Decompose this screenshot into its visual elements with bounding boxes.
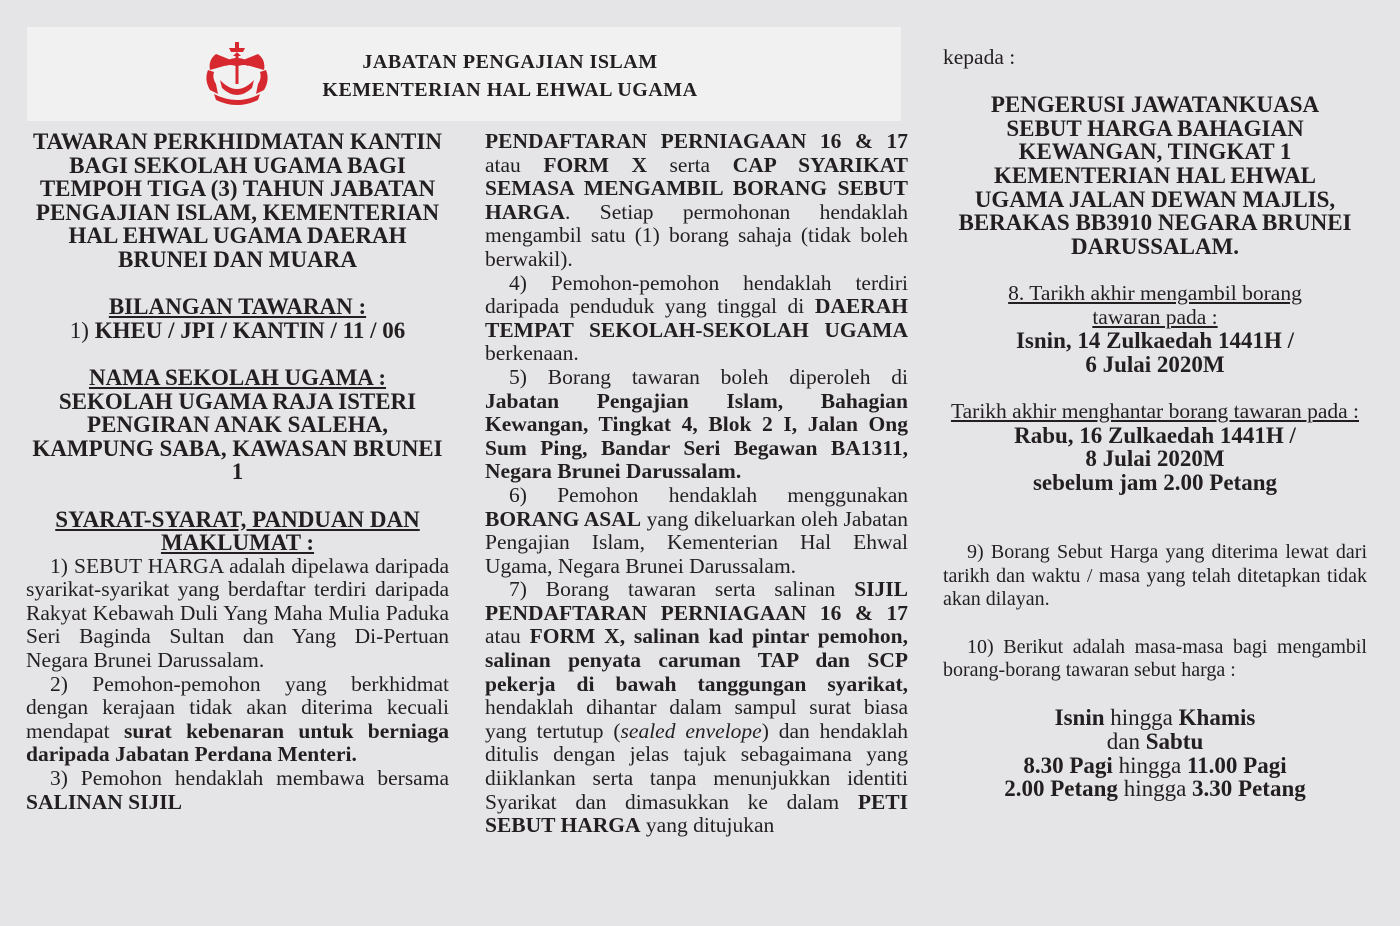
deadline-submit-date1: Rabu, 16 Zulkaedah 1441H / — [1014, 422, 1296, 448]
schedule-morning — [943, 754, 1367, 778]
p7-text-2: atau — [485, 624, 521, 649]
p3-bold-1: PENDAFTARAN PERNIAGAAN 16 & 17 — [485, 129, 908, 153]
schedule-afternoon — [943, 777, 1367, 801]
nama-value: SEKOLAH UGAMA RAJA ISTERI PENGIRAN ANAK SALEHA, KAMPUNG SABA, KAWASAN BRUNEI 1 — [32, 388, 443, 485]
days-end: Khamis — [1178, 705, 1256, 731]
p3-text-2: serta — [669, 152, 711, 177]
paragraph-3-continued — [485, 130, 908, 272]
days-hingga: hingga — [1110, 705, 1173, 731]
deadline-collect-date2: 6 Julai 2020M — [1085, 351, 1225, 377]
afternoon-start: 2.00 Petang — [1004, 776, 1118, 802]
p4-bold: DAERAH TEMPAT SEKOLAH-SEKOLAH UGAMA — [485, 294, 908, 342]
paragraph-3-text: 3) Pemohon hendaklah membawa bersama — [50, 766, 449, 791]
p3-bold-2: FORM X — [543, 152, 648, 177]
days-start: Isnin — [1054, 705, 1105, 731]
p3-bold-3: CAP SYARIKAT SEMASA MENGAMBIL BORANG SEBUT HARGA — [485, 152, 909, 224]
bilangan-prefix: 1) — [69, 317, 95, 343]
paragraph-10: 10) Berikut adalah masa-masa bagi mengambil borang-borang tawaran sebut harga : — [943, 635, 1367, 682]
syarat-heading: SYARAT-SYARAT, PANDUAN DAN MAKLUMAT : — [55, 506, 420, 556]
p7-text-4: ) dan hendaklah ditulis dengan jelas tajuk sebagaimana yang diiklankan serta tanpa menunjukkan identiti Syarikat dan dimasukkan ke dalam — [485, 718, 909, 814]
deadline-submit-time: sebelum jam 2.00 Petang — [1032, 469, 1278, 495]
p7-text-5: yang ditujukan — [645, 813, 775, 838]
p6-text-1: 6) Pemohon hendaklah menggunakan — [509, 482, 908, 507]
schedule-days — [943, 706, 1367, 753]
paragraph-1: 1) SEBUT HARGA adalah dipelawa daripada syarikat-syarikat yang berdaftar terdiri daripada Rakyat Kebawah Duli Yang Maha Mulia Paduka Seri Baginda Sultan dan Yang Di-Pertuan Negara Brunei Darussalam. — [26, 553, 449, 673]
notice-title: TAWARAN PERKHIDMATAN KANTIN BAGI SEKOLAH UGAMA BAGI TEMPOH TIGA (3) TAHUN JABATAN PENGAJIAN ISLAM, KEMENTERIAN HAL EHWAL UGAMA DAERAH BRUNEI DAN MUARA — [33, 129, 442, 272]
p4-text-1: 4) Pemohon-pemohon hendaklah terdiri daripada penduduk yang tinggal di — [485, 270, 908, 319]
days-saturday: Sabtu — [1145, 729, 1204, 755]
paragraph-7 — [485, 578, 908, 838]
bilangan-heading: BILANGAN TAWARAN : — [108, 294, 367, 320]
p7-bold-3: PETI SEBUT HARGA — [485, 789, 909, 838]
brunei-crest-icon — [202, 40, 272, 106]
paragraph-5 — [485, 366, 908, 484]
address-block: PENGERUSI JAWATANKUASA SEBUT HARGA BAHAGIAN KEWANGAN, TINGKAT 1 KEMENTERIAN HAL EHWAL UGAMA JALAN DEWAN MAJLIS, BERAKAS BB3910 NEGARA BRUNEI DARUSSALAM. — [958, 92, 1352, 259]
p7-text-3: hendaklah dihantar dalam sampul surat biasa yang tertutup ( — [485, 695, 908, 743]
paragraph-4 — [485, 272, 908, 366]
paragraph-2 — [26, 673, 449, 767]
p7-bold-1: SIJIL PENDAFTARAN PERNIAGAAN 16 & 17 — [485, 577, 909, 625]
bilangan-line — [26, 319, 449, 343]
morning-end: 11.00 Pagi — [1186, 752, 1287, 778]
p5-bold: Jabatan Pengajian Islam, Bahagian Kewangan, Tingkat 4, Blok 2 I, Jalan Ong Sum Ping, Bandar Seri Begawan BA1311, Negara Brunei Darussalam. — [485, 388, 908, 484]
p7-italic: sealed envelope — [620, 718, 762, 743]
column-2 — [485, 130, 908, 838]
afternoon-hingga: hingga — [1123, 776, 1187, 802]
paragraph-2-text: 2) Pemohon-pemohon yang berkhidmat dengan kerajaan tidak akan diterima kecuali mendapat — [26, 671, 449, 743]
p3-text-3: . Setiap permohonan hendaklah mengambil satu (1) borang sahaja (tidak boleh berwakil). — [485, 199, 908, 271]
p6-bold: BORANG ASAL — [485, 506, 642, 531]
paragraph-2-bold: surat kebenaran untuk berniaga daripada Jabatan Perdana Menteri. — [26, 718, 450, 767]
deadline-submit-date2: 8 Julai 2020M — [1085, 446, 1225, 472]
column-1 — [26, 130, 449, 814]
header-line2: KEMENTERIAN HAL EHWAL UGAMA — [322, 79, 698, 101]
paragraph-3-bold: SALINAN SIJIL — [26, 789, 182, 814]
deadline-submit-heading: Tarikh akhir menghantar borang tawaran pada : — [950, 398, 1360, 423]
bilangan-value: KHEU / JPI / KANTIN / 11 / 06 — [94, 317, 406, 343]
days-dan: dan — [1106, 729, 1140, 755]
afternoon-end: 3.30 Petang — [1192, 776, 1306, 802]
kepada-label: kepada : — [943, 45, 1016, 69]
p6-text-2: yang dikeluarkan oleh Jabatan Pengajian Islam, Kementerian Hal Ehwal Ugama, Negara Brunei Darussalam. — [485, 506, 908, 578]
p7-bold-2: FORM X, salinan kad pintar pemohon, salinan penyata caruman TAP dan SCP pekerja di bawah tanggungan syarikat, — [485, 624, 908, 696]
deadline-collect-heading: 8. Tarikh akhir mengambil borang tawaran pada : — [1008, 280, 1302, 329]
deadline-collect-date1: Isnin, 14 Zulkaedah 1441H / — [1015, 328, 1294, 354]
header-title — [290, 48, 730, 104]
morning-start: 8.30 Pagi — [1023, 752, 1113, 778]
paragraph-9: 9) Borang Sebut Harga yang diterima lewat dari tarikh dan waktu / masa yang telah ditetapkan tidak akan dilayan. — [943, 541, 1367, 611]
column-3 — [943, 46, 1367, 801]
paragraph-6 — [485, 484, 908, 578]
p3-text-1: atau — [485, 152, 521, 177]
nama-heading: NAMA SEKOLAH UGAMA : — [88, 364, 387, 390]
p5-text: 5) Borang tawaran boleh diperoleh di — [509, 364, 908, 389]
paragraph-3-start — [26, 767, 449, 814]
morning-hingga: hingga — [1118, 752, 1182, 778]
p7-text-1: 7) Borang tawaran serta salinan — [509, 577, 836, 602]
header-line1: JABATAN PENGAJIAN ISLAM — [362, 51, 658, 73]
p4-text-2: berkenaan. — [485, 341, 579, 366]
